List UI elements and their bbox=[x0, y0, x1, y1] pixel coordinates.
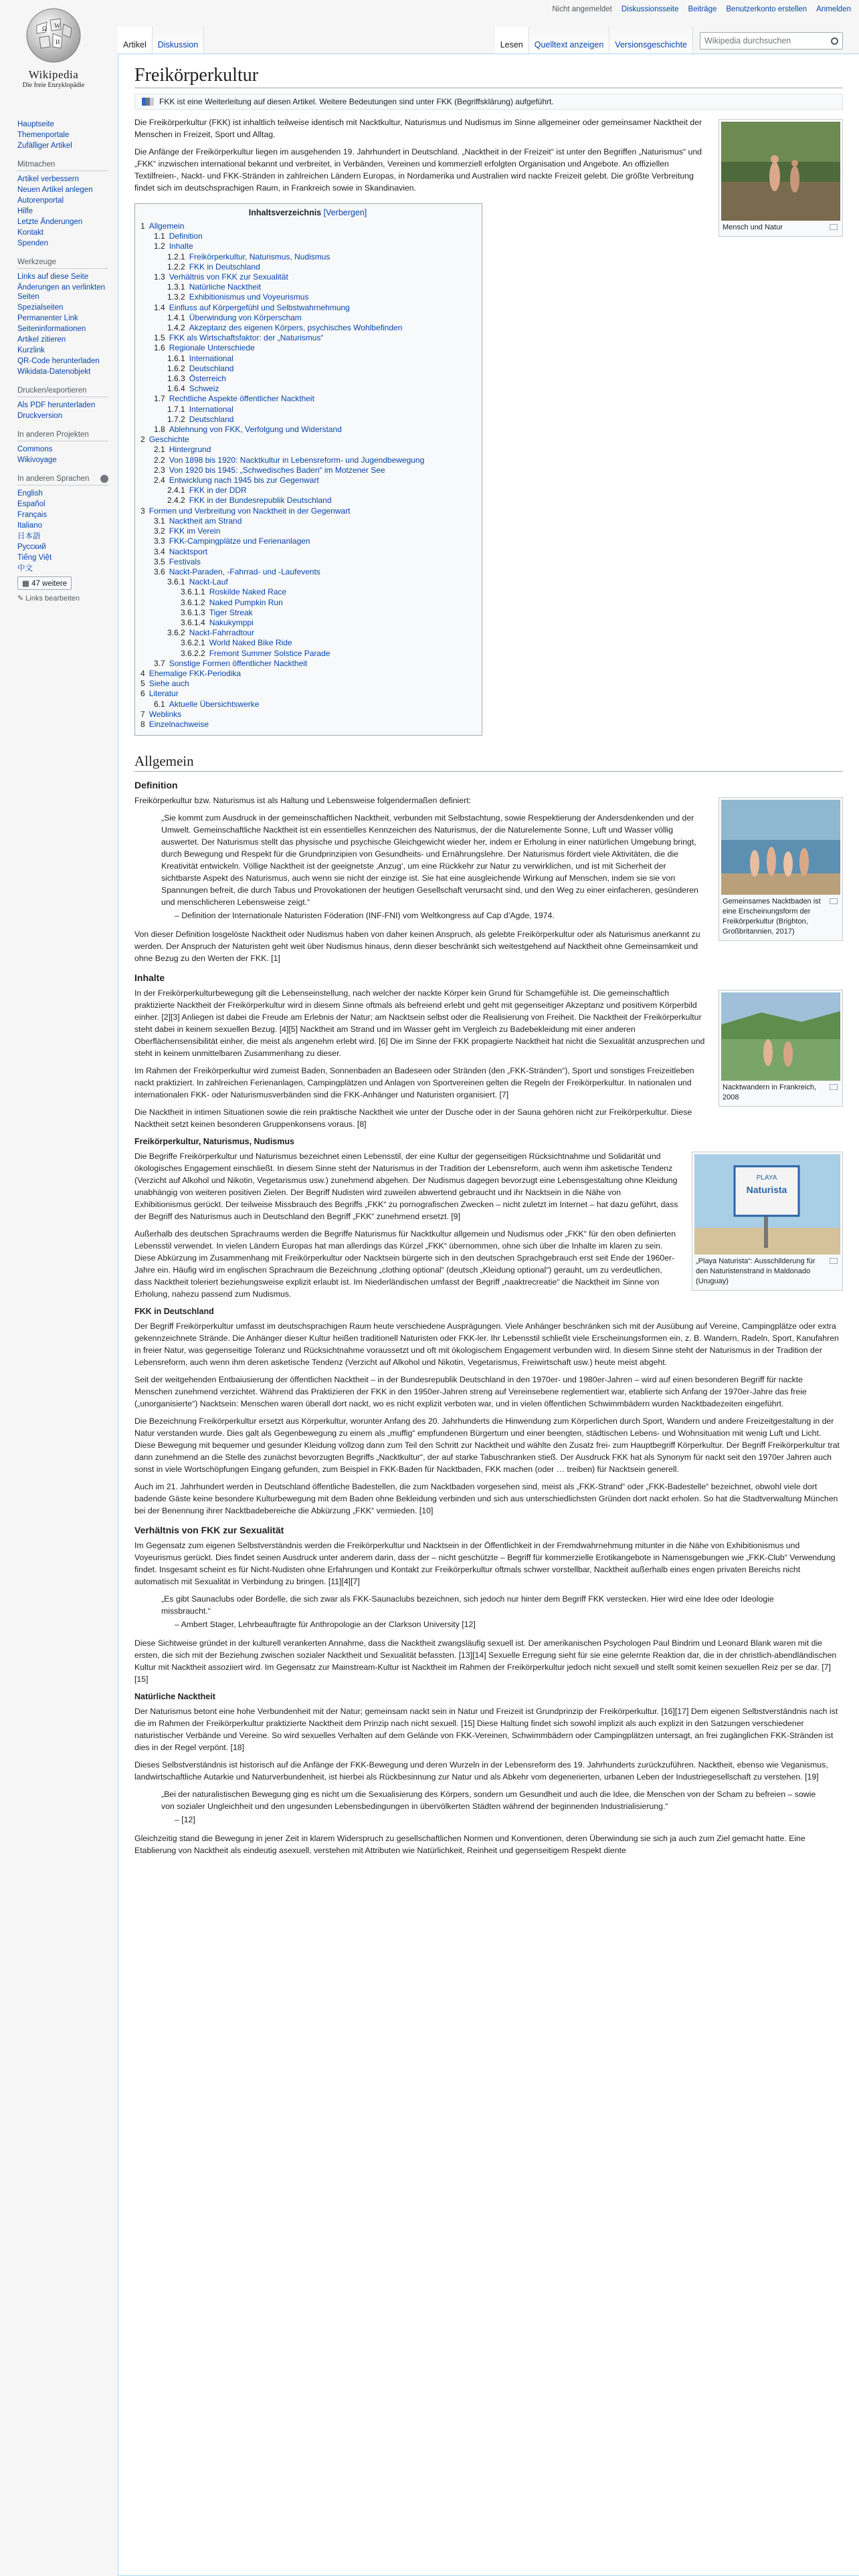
sidebar-language-item[interactable]: English bbox=[17, 490, 43, 498]
toc-number: 3.6 bbox=[154, 566, 165, 576]
toc-item[interactable] bbox=[140, 435, 475, 445]
sidebar-print-item[interactable]: Als PDF herunterladen bbox=[17, 401, 96, 409]
toc-item[interactable] bbox=[140, 516, 475, 526]
sidebar-mitmachen-item[interactable]: Artikel verbessern bbox=[17, 175, 80, 183]
nav-tools bbox=[17, 258, 118, 377]
toc-number: 2 bbox=[140, 435, 145, 445]
toc-number: 2.4.2 bbox=[167, 496, 185, 506]
toc-text: Freikörperkultur, Naturismus, Nudismus bbox=[189, 251, 330, 261]
toc-item[interactable] bbox=[140, 506, 475, 516]
nat-quote bbox=[161, 1788, 823, 1826]
toc-text: Österreich bbox=[189, 374, 227, 384]
nat-quote-text: „Bei der naturalistischen Bewegung ging es nicht um die Sexualisierung des Körpers, sondern um Gesundheit und auch die Idee, die Menschen von der Scham zu befreien – sowie von sozialer Ungleichheit und den ungesunden Lebensbedingungen in übervölkerten Städten während der beginnenden Industrialisierung.“ bbox=[161, 1790, 816, 1812]
globe-icon bbox=[23, 5, 84, 66]
sidebar-language-item[interactable]: Français bbox=[17, 511, 47, 519]
toc-number: 3.1 bbox=[154, 516, 165, 526]
edit-links[interactable]: ✎ Links bearbeiten bbox=[17, 595, 80, 603]
toc-item[interactable] bbox=[140, 364, 475, 374]
inhalte-paragraph-1: In der Freikörperkulturbewegung gilt die Lebenseinstellung, nach welcher der nackte Körper kein Grund für Schamgefühle ist. Die gemeinschaftlich praktizierte Nacktheit der Freikörperkultur wird in diesem Sinne oftmals als befreiend erlebt und geht mit gegenseitiger Akzeptanz und positivem Körperbild einher. [2][3] Anliegen ist dabei die Freude am Erlebnis der Natur; am Nacktsein selbst oder die Realisierung von Freiheit. Die Nacktheit der Freikörperkultur steht dabei in keinem sexuellen Bezug. [4][5] Nacktheit am Strand und im Wasser geht im Vergleich zu Badebekleidung mit einer anderen Oberflächensensibilität einher, die meist als angenehm erlebt wird. [6] Die im Sinne der FKK propagierte Nacktheit hat nicht die Sexualität anzusprechen und steht in keinem unmittelbaren Zusammenhang zu dieser. bbox=[134, 988, 705, 1059]
enlarge-icon[interactable] bbox=[830, 224, 838, 230]
sidebar-language-item[interactable]: 中文 bbox=[17, 564, 33, 572]
toc-item[interactable] bbox=[140, 587, 475, 597]
toc-item[interactable] bbox=[140, 486, 475, 496]
sidebar-language-item[interactable]: 日本語 bbox=[17, 532, 41, 540]
sidebar-tools-item[interactable]: Spezialseiten bbox=[17, 304, 64, 312]
sidebar-mitmachen-item[interactable]: Kontakt bbox=[17, 229, 43, 237]
thumb-caption: „Playa Naturista“: Ausschilderung für den Naturistenstrand in Maldonado (Uruguay) bbox=[696, 1257, 816, 1286]
toc-text: Einzelnachweise bbox=[149, 719, 209, 729]
personal-tools bbox=[552, 3, 851, 16]
svg-text:Ω: Ω bbox=[42, 25, 47, 33]
toc-number: 1.6.4 bbox=[167, 384, 185, 394]
toc-item[interactable] bbox=[140, 262, 475, 272]
toc-item[interactable] bbox=[140, 354, 475, 364]
languages-heading-label: In anderen Sprachen bbox=[17, 475, 90, 483]
svg-text:И: И bbox=[56, 39, 60, 45]
sidebar-tools-item[interactable]: Kurzlink bbox=[17, 346, 45, 354]
thumb-caption: Gemeinsames Nacktbaden ist eine Erscheinungsform der Freikörperkultur (Brighton, Großbritannien, 2017) bbox=[723, 897, 821, 936]
toc-number: 1.6.2 bbox=[167, 363, 185, 373]
more-languages-button[interactable]: ▦ 47 weitere bbox=[17, 576, 72, 590]
toc-text: FKK in der Bundesrepublik Deutschland bbox=[189, 496, 332, 506]
print-heading: Drucken/exportieren bbox=[17, 387, 108, 397]
edit-links-label: Links bearbeiten bbox=[25, 595, 80, 603]
toc-item[interactable] bbox=[140, 374, 475, 384]
toc-number: 1.4 bbox=[154, 302, 165, 312]
toc-item[interactable] bbox=[140, 496, 475, 506]
toc-number: 1.3.2 bbox=[167, 292, 185, 302]
enlarge-icon[interactable] bbox=[830, 898, 838, 904]
toc-number: 4 bbox=[140, 668, 145, 678]
toc-item[interactable] bbox=[140, 628, 475, 638]
toc-item[interactable] bbox=[140, 710, 475, 720]
toc-item[interactable] bbox=[140, 567, 475, 577]
toc-item[interactable] bbox=[140, 221, 475, 231]
toc-item[interactable] bbox=[140, 282, 475, 292]
sign-photo bbox=[694, 1154, 840, 1255]
hiking-photo bbox=[721, 992, 840, 1081]
sidebar-mitmachen-item[interactable]: Letzte Änderungen bbox=[17, 218, 83, 226]
sidebar-language-item[interactable]: Italiano bbox=[17, 522, 43, 530]
section-fnn: Freikörperkultur, Naturismus, Nudismus bbox=[134, 1137, 294, 1147]
sign-top-text: PLAYA bbox=[756, 1174, 777, 1182]
toc-number: 3.4 bbox=[154, 546, 165, 556]
thumbnail-playa-naturista[interactable] bbox=[692, 1152, 843, 1291]
toc-item[interactable] bbox=[140, 323, 475, 333]
toc-text: World Naked Bike Ride bbox=[209, 638, 292, 648]
toc-number: 3.6.1.1 bbox=[181, 587, 205, 597]
sidebar-main-item[interactable]: Themenportale bbox=[17, 131, 70, 139]
toc-text: Überwindung von Körperscham bbox=[189, 312, 302, 322]
sidebar-tools-item[interactable]: Links auf diese Seite bbox=[17, 273, 89, 281]
toc-item[interactable] bbox=[140, 272, 475, 282]
wikipedia-logo[interactable] bbox=[12, 5, 95, 106]
search-input[interactable] bbox=[700, 32, 843, 49]
toc-text: Exhibitionismus und Voyeurismus bbox=[189, 292, 309, 302]
section-fkk-deutschland: FKK in Deutschland bbox=[134, 1307, 214, 1317]
more-languages-label: 47 weitere bbox=[31, 580, 68, 588]
toc-text: Inhalte bbox=[169, 241, 193, 251]
toc-text: FKK in der DDR bbox=[189, 486, 247, 496]
enlarge-icon[interactable] bbox=[830, 1084, 838, 1090]
toc-number: 1.2 bbox=[154, 241, 165, 251]
toc-number: 6.1 bbox=[154, 699, 165, 709]
toc-item[interactable] bbox=[140, 679, 475, 689]
toc-item[interactable] bbox=[140, 303, 475, 313]
toc-number: 3.6.1.3 bbox=[181, 607, 205, 617]
not-logged-in: Nicht angemeldet bbox=[552, 5, 612, 13]
toc-text: Festivals bbox=[169, 556, 201, 566]
toc-item[interactable] bbox=[140, 557, 475, 567]
sign-main-text: Naturista bbox=[746, 1184, 787, 1196]
toc-item[interactable] bbox=[140, 689, 475, 699]
toc-item[interactable] bbox=[140, 659, 475, 669]
toc-text: Von 1920 bis 1945: „Schwedisches Baden“ im Motzener See bbox=[169, 465, 385, 475]
toc-number: 1.8 bbox=[154, 425, 165, 435]
toc-text: Nakukymppi bbox=[209, 617, 254, 627]
toc-item[interactable] bbox=[140, 649, 475, 659]
logo-wordmark: Wikipedia bbox=[28, 68, 79, 81]
create-account-link[interactable]: Benutzerkonto erstellen bbox=[726, 5, 807, 13]
tab-article[interactable]: Artikel bbox=[118, 27, 153, 53]
thumbnail-brighton[interactable] bbox=[719, 797, 843, 941]
lead-paragraph-2: Die Anfänge der Freikörperkultur liegen im ausgehenden 19. Jahrhundert in Deutschland. „Nacktheit in der Freizeit“ ist unter den Begriffen „Naturismus“ und „FKK“ inzwischen international bekannt und verbreitet, in Verbänden, Vereinen und kommerziell erfolgten Organisation und Angebote. An offiziellen Textilfreien-, Nackt- und FKK-Stränden in zahlreichen Ländern Europas, in Nordamerika und Australien wird nackte Freizeit gelebt. Die größte Verbreitung findet sich im deutschsprachigen Raum, in Frankreich sowie in Skandinavien. bbox=[134, 147, 702, 193]
toc-number: 1.1 bbox=[154, 231, 165, 241]
sex-paragraph-2: Diese Sichtweise gründet in der kulturell verankerten Annahme, dass die Nacktheit zwangsläufig sexuell ist. Der amerikanischen Psychologen Paul Bindrim und Leonard Blank waren mit die ersten, die sich mit der Beziehung zwischen sozialer Nacktheit und Sexualität befassten. [13][14] Sexuelle Erregung sieht für sie eine gelernte Reaktion dar, die in der christlich-abendländischen Kultur mit Nacktheit assoziiert wird. Im Gegensatz zur Mainstream-Kultur ist Nacktheit im Rahmen der Freikörperkultur jedoch nicht sexuell und stellt somit keinen sexuellen Reiz per se dar. [7][15] bbox=[134, 1638, 837, 1685]
page-title: Freikörperkultur bbox=[134, 65, 843, 88]
toc-number: 1.2.2 bbox=[167, 261, 185, 272]
toc-text: Verhältnis von FKK zur Sexualität bbox=[169, 272, 288, 282]
toc-title-label: Inhaltsverzeichnis bbox=[248, 208, 322, 217]
toc-text: Regionale Unterschiede bbox=[169, 343, 255, 353]
main-content bbox=[118, 53, 859, 2576]
section-inhalte: Inhalte bbox=[134, 972, 165, 984]
nature-photo bbox=[721, 122, 840, 221]
toc-item[interactable] bbox=[140, 618, 475, 628]
nav-mitmachen bbox=[17, 160, 118, 249]
view-tabs bbox=[495, 27, 843, 53]
toc-number: 3 bbox=[140, 506, 145, 516]
toc-text: Rechtliche Aspekte öffentlicher Nacktheit bbox=[169, 394, 314, 404]
toc-item[interactable] bbox=[140, 415, 475, 425]
sex-quote-text: „Es gibt Saunaclubs oder Bordelle, die sich zwar als FKK-Saunaclubs bezeichnen, sich jedoch nur hinter dem Begriff FKK verstecken. Hier wird eine Idee oder Ideologie missbraucht.“ bbox=[161, 1594, 774, 1616]
sidebar-mitmachen-item[interactable]: Neuen Artikel anlegen bbox=[17, 186, 93, 194]
toc-item[interactable] bbox=[140, 547, 475, 557]
toc-item[interactable] bbox=[140, 608, 475, 618]
fkkde-paragraph-1: Der Begriff Freikörperkultur umfasst im deutschsprachigen Raum heute verschiedene Ausprägungen. Viele Anhänger beschränken sich mit der Ausübung auf Vereine, Campingplätze oder extra gekennzeichnete Strände. Die Anhänger dieser Kultur heißen traditionell Naturisten oder FKK-ler. Ihr Lebensstil schließt viele Erscheinungsformen ein, z. B. Wandern, Radeln, Sport, Kanufahren in freier Natur, was gegenseitige Toleranz und Rücksichtnahme voraussetzt und oft mit ökologischem Engagement verbunden wird. In diesem Sinne steht der Naturismus in der Tradition der Lebensreform, auch wenn ihm deren asketische Tendenz (Verzicht auf Alkohol und Nikotin, Vegetarismus, Freiwirtschaft usw.) heute meist abgeht. bbox=[134, 1321, 839, 1368]
toc-number: 1.2.1 bbox=[167, 251, 185, 261]
nav-languages bbox=[17, 475, 118, 603]
thumbnail-nacktwandern[interactable] bbox=[719, 990, 843, 1107]
toc-text: Akzeptanz des eigenen Körpers, psychisches Wohlbefinden bbox=[189, 323, 403, 333]
toc-number: 3.5 bbox=[154, 556, 165, 566]
search-placeholder: Wikipedia durchsuchen bbox=[704, 36, 791, 45]
hatnote bbox=[134, 94, 843, 110]
beach-photo bbox=[721, 800, 840, 895]
toc-item[interactable] bbox=[140, 394, 475, 404]
section-allgemein: Allgemein bbox=[134, 753, 843, 772]
toc-text: International bbox=[189, 353, 233, 363]
toc-text: Fremont Summer Solstice Parade bbox=[209, 648, 330, 658]
toc-item[interactable] bbox=[140, 720, 475, 730]
toc-number: 7 bbox=[140, 709, 145, 719]
toc-number: 3.6.2.1 bbox=[181, 638, 205, 648]
toc-item[interactable] bbox=[140, 577, 475, 587]
toc-text: Von 1898 bis 1920: Nacktkultur in Lebensreform- und Jugendbewegung bbox=[169, 455, 425, 465]
disambiguation-icon bbox=[142, 98, 154, 106]
enlarge-icon[interactable] bbox=[830, 1258, 838, 1264]
thumb-caption: Nacktwandern in Frankreich, 2008 bbox=[723, 1083, 817, 1102]
toc-number: 3.3 bbox=[154, 536, 165, 546]
toc-text: FKK im Verein bbox=[169, 526, 221, 536]
sidebar-print-item[interactable]: Druckversion bbox=[17, 412, 63, 420]
toc-number: 1.6.1 bbox=[167, 353, 185, 363]
tools-heading: Werkzeuge bbox=[17, 258, 108, 269]
toc-item[interactable] bbox=[140, 445, 475, 455]
toc-text: FKK in Deutschland bbox=[189, 261, 260, 272]
toc-text: FKK-Campingplätze und Ferienanlagen bbox=[169, 536, 310, 546]
thumbnail-mensch-und-natur[interactable] bbox=[719, 119, 843, 237]
tab-history[interactable]: Versionsgeschichte bbox=[609, 27, 693, 53]
nav-projects bbox=[17, 431, 118, 465]
toc-number: 3.2 bbox=[154, 526, 165, 536]
definition-after: Von dieser Definition losgelöste Nacktheit oder Nudismus haben von daher keinen Anspruch, als gelebte Freikörperkultur oder als Naturismus anerkannt zu werden. Der Anspruch der Naturisten geht weit über Nudismus hinaus, denn dieser beschränkt sich weitestgehend auf Nacktheit ohne Gemeinsamkeit und ohne Bezug zu den Werten der FKK. [1] bbox=[134, 930, 700, 964]
hatnote-text: FKK ist eine Weiterleitung auf diesen Artikel. Weitere Bedeutungen sind unter FKK (Begriffsklärung) aufgeführt. bbox=[159, 97, 554, 106]
sidebar-mitmachen-item[interactable]: Spenden bbox=[17, 239, 49, 247]
sidebar-mitmachen-item[interactable]: Autorenportal bbox=[17, 197, 64, 205]
sidebar-tools-item[interactable]: Änderungen an verlinkten Seiten bbox=[17, 284, 106, 301]
toc-text: International bbox=[189, 404, 233, 414]
toc-number: 1.5 bbox=[154, 333, 165, 343]
definition-quote-text: „Sie kommt zum Ausdruck in der gemeinschaftlichen Nacktheit, verbunden mit Selbstachtung, sowie Respektierung der Andersdenkenden und der Umwelt. Gemeinschaftliche Nacktheit ist ein essentielles Kennzeichen des Naturismus, der die Naturelemente Sonne, Luft und Wasser völlig auswertet. Der Naturismus stellt das physische und psychische Gleichgewicht wieder her, indem er Erholung in einer natürlichen Umgebung bringt, durch Bewegung und Respekt für die Grundprinzipien von Gesundheits- und Ernährungslehre. Der Naturismus fördert viele Aktivitäten, die die Kreativität entwickeln. Völlige Nacktheit ist der geeignetste ‚Anzug‘, um eine Rückkehr zur Natur zu verwirklichen, und ist mit Sicherheit der sichtbarste Aspekt des Naturismus, auch wenn sie nicht der einzige ist. Sie hat eine ausgleichende Wirkung auf Menschen, indem sie sie von Spannungen befreit, die durch Tabus und Provokationen der heutigen Gesellschaft verursacht sind, und den Weg zu einer einfacheren, gesünderen und menschlicheren Lebensweise zeigt.“ bbox=[161, 813, 698, 907]
toc-item[interactable] bbox=[140, 384, 475, 394]
languages-heading bbox=[17, 475, 108, 486]
sidebar-language-item[interactable]: Español bbox=[17, 500, 45, 508]
section-natuerliche-nacktheit: Natürliche Nacktheit bbox=[134, 1692, 215, 1702]
toc-text: Einfluss auf Körpergefühl und Selbstwahrnehmung bbox=[169, 302, 350, 312]
toc-number: 1.7.2 bbox=[167, 414, 185, 424]
contributions-link[interactable]: Beiträge bbox=[688, 5, 717, 13]
toc-number: 5 bbox=[140, 679, 145, 689]
sidebar bbox=[0, 119, 118, 612]
toc-item[interactable] bbox=[140, 638, 475, 648]
sidebar-language-item[interactable]: Русский bbox=[17, 543, 46, 551]
toc-number: 1 bbox=[140, 221, 145, 231]
toc-text: Hintergrund bbox=[169, 445, 211, 455]
toc-item[interactable] bbox=[140, 700, 475, 710]
toc-number: 1.6 bbox=[154, 343, 165, 353]
toc-item[interactable] bbox=[140, 252, 475, 262]
toc-text: Literatur bbox=[149, 689, 179, 699]
toc-text: Ehemalige FKK-Periodika bbox=[149, 668, 242, 678]
sex-quote bbox=[161, 1593, 823, 1630]
sidebar-main-item[interactable]: Zufälliger Artikel bbox=[17, 142, 72, 150]
toc-number: 1.4.1 bbox=[167, 312, 185, 322]
nat-paragraph-2: Dieses Selbstverständnis ist historisch auf die Anfänge der FKK-Bewegung und deren Wurzeln in der Lebensreform des 19. Jahrhunderts zurückzuführen. Nacktheit, ebenso wie Veganismus, landwirtschaftliche Autarkie und Naturverbundenheit, ist hierbei als Rückbesinnung zur Natur und als Abkehr vom degenerierten, urbanen Leben der Industriegesellschaft zu verstehen. [19] bbox=[134, 1760, 828, 1782]
toc-number: 8 bbox=[140, 719, 145, 729]
toc-text: Ablehnung von FKK, Verfolgung und Widerstand bbox=[169, 425, 342, 435]
search-icon[interactable] bbox=[831, 37, 838, 45]
toc-text: Nackt-Lauf bbox=[189, 577, 228, 587]
gear-icon[interactable] bbox=[100, 475, 108, 483]
tab-read[interactable]: Lesen bbox=[495, 27, 529, 53]
sidebar-tools-item[interactable]: Permanenter Link bbox=[17, 314, 78, 322]
toc-item[interactable] bbox=[140, 526, 475, 536]
toc-text: Nacktsport bbox=[169, 546, 208, 556]
toc-text: Nacktheit am Strand bbox=[169, 516, 242, 526]
table-of-contents bbox=[134, 203, 482, 736]
toc-number: 1.7.1 bbox=[167, 404, 185, 414]
toc-number: 1.4.2 bbox=[167, 323, 185, 333]
fnn-paragraph-2: Außerhalb des deutschen Sprachraums werden die Begriffe Naturismus für Nacktkultur allgemein und Nudismus oder „FKK“ für den oben definierten Lebensstil verwendet. In vielen Ländern Europas hat man allerdings das Kürzel „FKK“ übernommen, ohne sich über die Inhalte im klaren zu sein. Diese Abkürzung im Zusammenhang mit Freikörperkultur oder Nacktsein bürgerte sich in den deutschen Sprachgebrauch erst seit Ende der 1960er-Jahre ein. Häufig wird im englischen Sprachraum die Bezeichnung „clothing optional“ (deutsch „Kleidung optional“) gerauht, um zu verdeutlichen, dass Nacktheit toleriert beziehungsweise explizit erlaubt ist. Im Niederländischen umfasst der Begriff „naaktrecreatie“ die Nacktheit im Sinne von Erholung, nahezu passend zum Nudismus. bbox=[134, 1229, 676, 1299]
toc-number: 2.2 bbox=[154, 455, 165, 465]
toc-number: 3.6.2 bbox=[167, 628, 185, 638]
toc-text: Natürliche Nacktheit bbox=[189, 282, 262, 292]
toc-number: 2.4 bbox=[154, 475, 165, 486]
toc-item[interactable] bbox=[140, 313, 475, 323]
sidebar-language-item[interactable]: Tiếng Việt bbox=[17, 554, 52, 562]
toc-item[interactable] bbox=[140, 465, 475, 475]
svg-text:W: W bbox=[54, 23, 61, 30]
toc-text: Formen und Verbreitung von Nacktheit in der Gegenwart bbox=[149, 506, 351, 516]
toc-item[interactable] bbox=[140, 598, 475, 608]
tab-discussion[interactable]: Diskussion bbox=[153, 27, 204, 53]
toc-text: Definition bbox=[169, 231, 203, 241]
sidebar-tools-item[interactable]: Wikidata-Datenobjekt bbox=[17, 368, 91, 376]
nat-paragraph-1: Der Naturismus betont eine hohe Verbundenheit mit der Natur; gemeinsam nackt sein in Natur und Freizeit ist Grundprinzip der Freikörperkultur. [16][17] Dem eigenen Selbstverständnis nach ist die im Rahmen der Freikörperkultur praktizierte Nacktheit dem Prinzip nach nicht sexuell. [15] Diese Haltung findet sich sowohl implizit als auch explizit in den Satzungen verschiedener naturistischer Verbände und Vereine. So wird sexuelles Verhalten auf dem Gelände von FKK-Vereinen, Schwimmbädern oder Campingplätzen untersagt, an frei zugänglichen FKK-Stränden ist dies in der Regel verpönt. [18] bbox=[134, 1707, 838, 1753]
toc-number: 1.7 bbox=[154, 394, 165, 404]
toc-item[interactable] bbox=[140, 669, 475, 679]
toc-number: 6 bbox=[140, 689, 145, 699]
toc-hide-toggle[interactable]: [Verbergen] bbox=[323, 208, 367, 217]
toc-text: Schweiz bbox=[189, 384, 219, 394]
toc-item[interactable] bbox=[140, 231, 475, 241]
toc-number: 1.3.1 bbox=[167, 282, 185, 292]
sex-quote-cite: – Ambert Stager, Lehrbeauftragte für Anthropologie an der Clarkson University [12] bbox=[175, 1620, 476, 1630]
toc-text: Weblinks bbox=[149, 709, 182, 719]
inhalte-paragraph-2: Im Rahmen der Freikörperkultur wird zumeist Baden, Sonnenbaden an Badeseen oder Stränden (den „FKK-Stränden“), Sport und sonstiges Freizeitleben nackt praktiziert. In zahlreichen Ferienanlagen, Campingplätzen und Anlagen von Sportvereinen gelten die Regeln der Freikörperkultur. In nationalen und internationalen FKK- oder Naturismusverbänden sind die FKK-Anhänger und Naturisten organisiert. [7] bbox=[134, 1066, 694, 1100]
sidebar-main-item[interactable]: Hauptseite bbox=[17, 120, 54, 128]
sidebar-projects-item[interactable]: Commons bbox=[17, 445, 53, 453]
toc-item[interactable] bbox=[140, 475, 475, 486]
nat-quote-cite: – [12] bbox=[175, 1815, 195, 1825]
lead-paragraph-1: Die Freikörperkultur (FKK) ist inhaltlich teilweise identisch mit Nacktkultur, Naturismus und Nudismus im Sinne allgemeiner oder gemeinsamer Nacktheit der Menschen in Freizeit, Sport und Alltag. bbox=[134, 118, 702, 139]
toc-item[interactable] bbox=[140, 343, 475, 353]
toc-item[interactable] bbox=[140, 241, 475, 251]
toc-text: Siehe auch bbox=[149, 679, 189, 689]
projects-heading: In anderen Projekten bbox=[17, 431, 108, 441]
sidebar-tools-item[interactable]: QR-Code herunterladen bbox=[17, 357, 100, 365]
sidebar-mitmachen-item[interactable]: Hilfe bbox=[17, 207, 33, 215]
namespace-tabs bbox=[118, 27, 204, 53]
sex-paragraph-1: Im Gegensatz zum eigenen Selbstverständnis werden die Freikörperkultur und Nacktsein in der Öffentlichkeit in der Fremdwahrnehmung mitunter in die Nähe von Exhibitionismus und Voyeurismus gerückt. Dies findet seinen Ausdruck unter anderem darin, dass der – nicht geschützte – Begriff für kommerzielle Erotikangebote in Namensgebungen wie „FKK-Club“ Verwendung findet. Insgesamt scheint es für Nicht-Nudisten ohne Erfahrungen und Kontakt zur Freikörperkultur oftmals schwer vorstellbar, Nacktheit außerhalb eines engen privaten Bereichs nicht automatisch mit Sexualität in Verbindung zu bringen. [11][4][7] bbox=[134, 1541, 836, 1587]
toc-text: Geschichte bbox=[149, 435, 189, 445]
fkkde-paragraph-2: Seit der weitgehenden Entbaiusierung der öffentlichen Nacktheit – in der Bundesrepublik Deutschland in den 1970er- und 1980er-Jahren – wird auf einen besonderen Begriff für nackte Menschen zunehmend verzichtet. Während das Praktizieren der FKK in den 1950er-Jahren streng auf Vereinsebene reglementiert war, etablierte sich Anfang der 1970er-Jahre das freie („unorganisierte“) Nacktsein: Menschen waren überall dort nackt, wo es nicht explizit verboten war, und in vielen öffentlichen Schwimmbädern wurden Nacktbadezeiten eingeführt. bbox=[134, 1375, 807, 1409]
nav-print bbox=[17, 387, 118, 421]
sidebar-tools-item[interactable]: Artikel zitieren bbox=[17, 336, 66, 344]
toc-text: Aktuelle Übersichtswerke bbox=[169, 699, 260, 709]
toc-text: Sonstige Formen öffentlicher Nacktheit bbox=[169, 658, 308, 668]
section-definition: Definition bbox=[134, 780, 178, 791]
toc-number: 1.3 bbox=[154, 272, 165, 282]
login-link[interactable]: Anmelden bbox=[816, 5, 851, 13]
toc-item[interactable] bbox=[140, 425, 475, 435]
talk-link[interactable]: Diskussionsseite bbox=[621, 5, 679, 13]
mitmachen-heading: Mitmachen bbox=[17, 160, 108, 171]
nav-main bbox=[17, 119, 118, 151]
sidebar-tools-item[interactable]: Seiteninformationen bbox=[17, 325, 86, 333]
toc-text: Nackt-Paraden, -Fahrrad- und -Laufevents bbox=[169, 566, 320, 576]
definition-intro: Freikörperkultur bzw. Naturismus ist als Haltung und Lebensweise folgendermaßen definiert: bbox=[134, 796, 472, 806]
toc-item[interactable] bbox=[140, 292, 475, 302]
inhalte-paragraph-3: Die Nacktheit in intimen Situationen sowie die rein praktische Nacktheit wie unter der Dusche oder in der Sauna gehören nicht zur Freikörperkultur. Diese Nacktheit setzt keinen besonderen Gruppenkonsens voraus. [8] bbox=[134, 1107, 692, 1130]
toc-text: Naked Pumpkin Run bbox=[209, 597, 283, 607]
toc-text: Deutschland bbox=[189, 414, 234, 424]
sidebar-projects-item[interactable]: Wikivoyage bbox=[17, 456, 57, 464]
toc-number: 3.6.2.2 bbox=[181, 648, 205, 658]
toc-item[interactable] bbox=[140, 455, 475, 465]
logo-tagline: Die freie Enzyklopädie bbox=[22, 82, 85, 89]
toc-text: Entwicklung nach 1945 bis zur Gegenwart bbox=[169, 475, 319, 486]
toc-text: Deutschland bbox=[189, 363, 234, 373]
fkkde-paragraph-3: Die Bezeichnung Freikörperkultur ersetzt aus Körperkultur, worunter Anfang des 20. Jahrhunderts die Hinwendung zum Körperlichen durch Sport, Wandern und andere Freizeitgestaltung in der Natur verstanden wurde. Dies galt als Gegenbewegung zu einem als „muffig“ empfundenen Bürgertum und einer beengten, städtischen Lebens- und Wohnsituation mit wenig Luft und Licht. Diese Bewegung mit bequemer und gesunder Kleidung vollzog dann zum Teil den Schritt zur Nacktheit und wählte den Zusatz frei- zum Hauptbegriff Körperkultur. Der Begriff Freikörperkultur trat dann zunehmend an die Stelle des zunächst bevorzugten Begriffs „Nacktkultur“, der auf starke Tabuschranken stieß. Der Ausdruck FKK hat als Synonym für nackt seit den 1970er Jahren auch sonst in viele Wortschöpfungen Eingang gefunden, zum Beispiel in FKK-Baden für Nacktbaden, FKK machen (oder … treiben) für Nacktsein generell. bbox=[134, 1416, 840, 1475]
toc-number: 3.7 bbox=[154, 658, 165, 668]
fnn-paragraph-1: Die Begriffe Freikörperkultur und Naturismus bezeichnet einen Lebensstil, der eine Kultur der gegenseitigen Rücksichtnahme und Solidarität und ökologisches Engagement einschließt. In diesem Sinne steht der Naturismus in der Tradition der Lebensreform, auch wenn ihm asketische Tendenz (Verzicht auf Alkohol und Nikotin, Vegetarismus usw.) zunehmend abgehen. Der Nudismus dagegen bevorzugt eine Lebensgestaltung ohne Kleidung unabhängig von weiteren positiven Zielen. Der Begriff Nudisten wird zuweilen abwertend gebraucht und ihr Nacktsein in die Nähe von Exhibitionismus gerückt. Der teilweise Missbrauch des Begriffs „FKK“ zu pornografischen Zwecken – nicht zuletzt im Internet – hat dazu geführt, dass der Begriff des Naturismus auch in Deutschland den Begriff „FKK“ zunehmend ersetzt. [9] bbox=[134, 1152, 678, 1222]
fkkde-paragraph-4: Auch im 21. Jahrhundert werden in Deutschland öffentliche Badestellen, die zum Nacktbaden vorgesehen sind, meist als „FKK-Strand“ oder „FKK-Badestelle“ bezeichnet, obwohl viele dort badende Gäste keine besondere Kulturbewegung mit dem Baden ohne Bekleidung verbinden und sich aus unterschiedlichsten Gründen dort nackt erholen. So hat die Stadtverwaltung München bei der Benennung ihrer Nacktbadebereiche die Abkürzung „FKK“ vermieden. [10] bbox=[134, 1482, 838, 1516]
toc-item[interactable] bbox=[140, 405, 475, 415]
toc-text: Roskilde Naked Race bbox=[209, 587, 287, 597]
toc-number: 2.1 bbox=[154, 445, 165, 455]
toc-text: Allgemein bbox=[149, 221, 185, 231]
toc-number: 3.6.1.4 bbox=[181, 617, 205, 627]
toc-text: Nackt-Fahrradtour bbox=[189, 628, 255, 638]
thumb-caption: Mensch und Natur bbox=[723, 223, 783, 231]
toc-list bbox=[140, 221, 475, 730]
nat-paragraph-3: Gleichzeitig stand die Bewegung in jener Zeit in klarem Widerspruch zu gesellschaftlichen Normen und Konventionen, deren Überwindung sie sich ja auch zum Ziel gemacht hatte. Eine Etablierung von Nacktheit als eindeutig asexuell, verstehen mit Attributen wie Natürlichkeit, Reinheit und gegenseitigem Respekt diente bbox=[134, 1834, 805, 1856]
toc-number: 2.3 bbox=[154, 465, 165, 475]
definition-quote-cite: – Definition der Internationale Naturisten Föderation (INF-FNI) vom Weltkongress auf Cap d’Agde, 1974. bbox=[175, 911, 555, 921]
toc-text: FKK als Wirtschaftsfaktor: der „Naturismus“ bbox=[169, 333, 324, 343]
toc-number: 3.6.1.2 bbox=[181, 597, 205, 607]
toc-number: 2.4.1 bbox=[167, 486, 185, 496]
toc-title bbox=[140, 208, 475, 217]
toc-item[interactable] bbox=[140, 536, 475, 546]
section-sexualitaet: Verhältnis von FKK zur Sexualität bbox=[134, 1525, 284, 1536]
tab-edit-source[interactable]: Quelltext anzeigen bbox=[529, 27, 610, 53]
toc-number: 3.6.1 bbox=[167, 577, 185, 587]
toc-number: 1.6.3 bbox=[167, 374, 185, 384]
toc-text: Tiger Streak bbox=[209, 607, 253, 617]
toc-item[interactable] bbox=[140, 333, 475, 343]
